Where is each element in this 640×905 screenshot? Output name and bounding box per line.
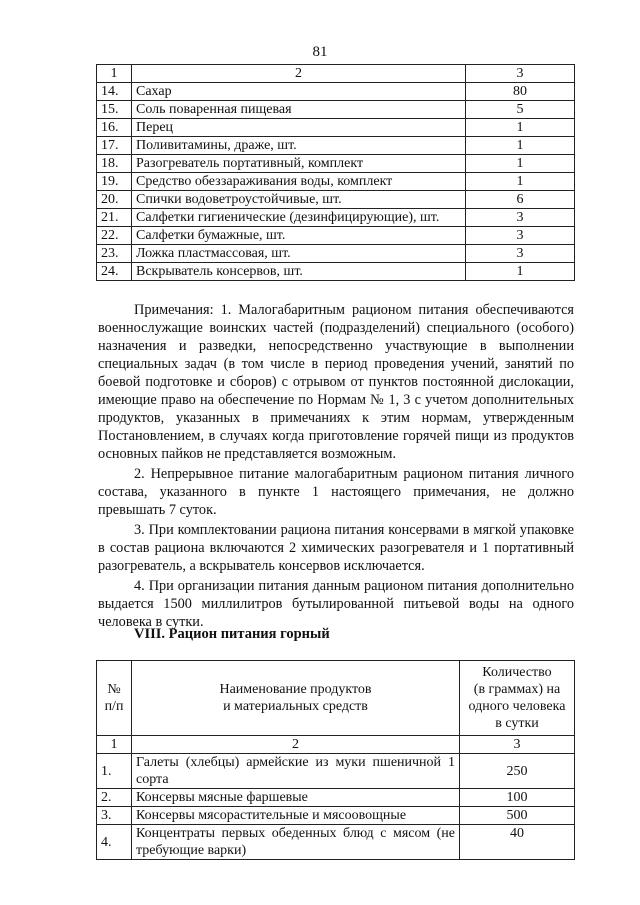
table-row [97,137,575,155]
row-number: 22. [97,227,132,245]
row-number: 24. [97,263,132,281]
row-name: Консервы мясорастительные и мясоовощные [132,807,460,825]
row-quantity: 1 [466,263,575,281]
table-row [97,825,575,860]
table-row [97,807,575,825]
table-row [97,173,575,191]
header-name [132,661,460,736]
table-row [97,789,575,807]
row-quantity: 3 [466,227,575,245]
header-name-line: Наименование продуктов [219,682,372,697]
header-col-1: 1 [97,65,132,83]
row-name: Салфетки бумажные, шт. [132,227,466,245]
row-number: 1. [97,754,132,789]
row-number: 20. [97,191,132,209]
header-quantity-line: Количество [482,665,552,680]
row-number: 16. [97,119,132,137]
table-row [97,227,575,245]
row-quantity: 3 [466,245,575,263]
header-quantity-line: одного человека [468,699,566,714]
note-3: 3. При комплектовании рациона питания консервами в мягкой упаковке в состав рациона включаются 2 химических разогревателя и 1 портативный разогреватель, а вскрыватель консервов исключается. [98,522,574,574]
row-quantity: 80 [466,83,575,101]
row-quantity: 1 [466,155,575,173]
row-name: Галеты (хлебцы) армейские из муки пшеничной 1 сорта [132,754,460,789]
table-row [97,754,575,789]
row-name: Сахар [132,83,466,101]
table-row [97,191,575,209]
header-number [97,661,132,736]
row-quantity: 250 [460,754,575,789]
row-number: 3. [97,807,132,825]
table-header-row [97,65,575,83]
row-number: 15. [97,101,132,119]
row-number: 19. [97,173,132,191]
table-row [97,245,575,263]
note-4: 4. При организации питания данным рационом питания дополнительно выдается 1500 миллилитров бутылированной питьевой воды на одного человека в сутки. [98,578,574,630]
table-row [97,155,575,173]
row-number: 2. [97,789,132,807]
row-name: Концентраты первых обеденных блюд с мясом (не требующие варки) [132,825,460,860]
row-name: Спички водоветроустойчивые, шт. [132,191,466,209]
row-name: Консервы мясные фаршевые [132,789,460,807]
row-quantity: 500 [460,807,575,825]
table-row [97,209,575,227]
header-quantity [460,661,575,736]
section-title: VIII. Рацион питания горный [134,626,330,642]
table-row [97,263,575,281]
header-col-3: 3 [466,65,575,83]
row-name: Разогреватель портативный, комплект [132,155,466,173]
header-number-line: п/п [104,699,124,714]
row-number: 18. [97,155,132,173]
row-quantity: 1 [466,173,575,191]
row-name: Ложка пластмассовая, шт. [132,245,466,263]
header-col-2: 2 [132,65,466,83]
row-number: 4. [97,825,132,860]
row-number: 17. [97,137,132,155]
row-name: Перец [132,119,466,137]
row-quantity: 6 [466,191,575,209]
index-col-2: 2 [132,736,460,754]
row-quantity: 40 [460,825,575,860]
notes-section [98,301,574,631]
row-name: Соль поваренная пищевая [132,101,466,119]
row-quantity: 1 [466,137,575,155]
page-number: 81 [312,44,328,60]
row-number: 14. [97,83,132,101]
mountain-ration-table [96,660,575,860]
header-name-line: и материальных средств [223,699,368,714]
header-quantity-line: (в граммах) на [473,682,561,697]
row-name: Средство обеззараживания воды, комплект [132,173,466,191]
note-2: 2. Непрерывное питание малогабаритным рационом питания личного состава, указанного в пункте 1 настоящего примечания, не должно превышать 7 суток. [98,466,574,518]
table-header-row [97,661,575,736]
table-row [97,119,575,137]
note-1: Примечания: 1. Малогабаритным рационом питания обеспечиваются военнослужащие воинских частей (подразделений) специального (особого) назначения и разведки, непосредственно участвующие в выполнении специальных задач (в том числе в период проведения учений, занятий по боевой подготовке и сборов) с отрывом от пунктов постоянной дислокации, имеющие право на обеспечение по Нормам № 1, 3 с учетом дополнительных продуктов, указанных в примечаниях к этим нормам, утвержденным Постановлением, в случаях когда приготовление горячей пищи из продуктов основных пайков не представляется возможным. [98,302,574,462]
index-col-3: 3 [460,736,575,754]
row-quantity: 1 [466,119,575,137]
row-name: Салфетки гигиенические (дезинфицирующие), шт. [132,209,466,227]
index-col-1: 1 [97,736,132,754]
rations-table-continued [96,64,575,281]
row-number: 23. [97,245,132,263]
header-quantity-line: в сутки [495,716,539,731]
table-row [97,83,575,101]
row-name: Вскрыватель консервов, шт. [132,263,466,281]
row-quantity: 5 [466,101,575,119]
row-quantity: 100 [460,789,575,807]
header-number-line: № [107,682,121,697]
row-number: 21. [97,209,132,227]
column-index-row [97,736,575,754]
row-quantity: 3 [466,209,575,227]
table-row [97,101,575,119]
row-name: Поливитамины, драже, шт. [132,137,466,155]
